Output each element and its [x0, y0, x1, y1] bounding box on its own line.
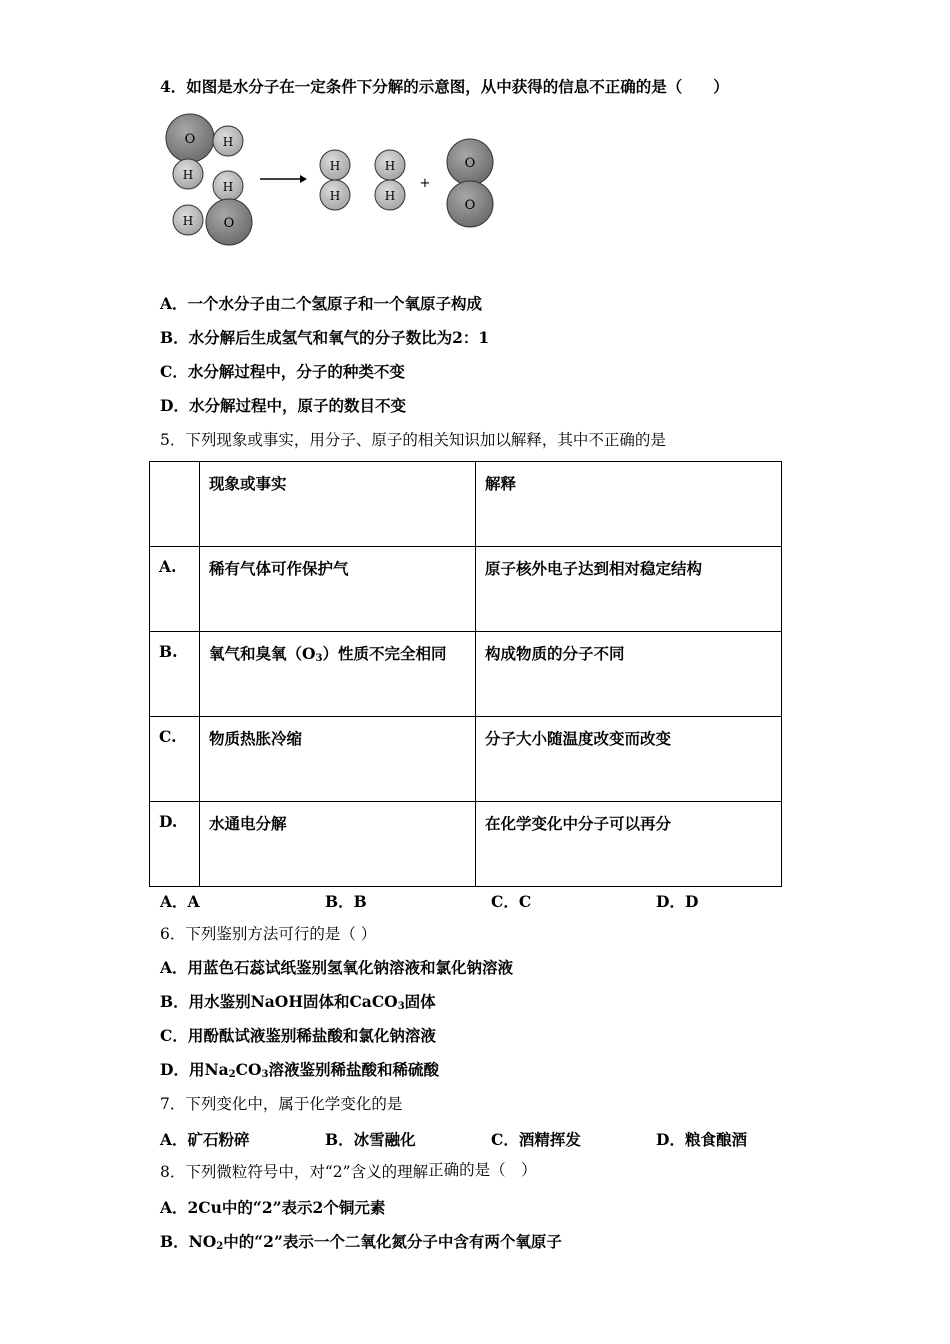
svg-text:H: H — [222, 135, 234, 149]
q4-stem: 4．如图是水分子在一定条件下分解的示意图，从中获得的信息不正确的是（ ） — [160, 77, 729, 96]
q4-option-d[interactable]: D．水分解过程中，原子的数目不变 — [160, 396, 406, 415]
hydrogen-atom — [375, 150, 405, 180]
q8-option-a[interactable]: A．2Cu中的“2”表示2个铜元素 — [160, 1198, 386, 1217]
q7-stem: 7．下列变化中，属于化学变化的是 — [160, 1095, 403, 1113]
row-explanation: 原子核外电子达到相对稳定结构 — [476, 547, 782, 632]
hydrogen-atom — [173, 205, 203, 235]
row-explanation: 分子大小随温度改变而改变 — [476, 717, 782, 802]
svg-text:O: O — [464, 198, 476, 213]
q4-option-a[interactable]: A．一个水分子由二个氢原子和一个氧原子构成 — [160, 294, 483, 313]
hydrogen-atom — [213, 171, 243, 201]
plus-sign: + — [419, 176, 431, 191]
row-explanation: 构成物质的分子不同 — [476, 632, 782, 717]
svg-text:H: H — [329, 159, 341, 173]
q5-option-c[interactable]: C．C — [491, 892, 532, 911]
q7-option-c[interactable]: C．酒精挥发 — [491, 1130, 581, 1149]
row-label: B. — [150, 632, 200, 717]
q6-option-c[interactable]: C．用酚酞试液鉴别稀盐酸和氯化钠溶液 — [160, 1026, 436, 1045]
hydrogen-atom — [375, 180, 405, 210]
svg-text:H: H — [182, 214, 194, 228]
svg-text:O: O — [464, 156, 476, 171]
hydrogen-atom — [173, 159, 203, 189]
q4-option-c[interactable]: C．水分解过程中，分子的种类不变 — [160, 362, 405, 381]
q5-table — [149, 461, 782, 887]
q6-option-d[interactable]: D．用$Na_2CO_3$溶液鉴别稀盐酸和稀硫酸 — [160, 1060, 439, 1080]
row-label: C. — [150, 717, 200, 802]
oxygen-atom — [206, 199, 252, 245]
q7-option-b[interactable]: B．冰雪融化 — [325, 1130, 416, 1149]
row-fact: 稀有气体可作保护气 — [200, 547, 476, 632]
row-fact: 物质热胀冷缩 — [200, 717, 476, 802]
q5-option-a[interactable]: A．A — [160, 892, 200, 911]
oxygen-atom — [447, 139, 493, 185]
row-fact: 氧气和臭氧$(O_3)$性质不完全相同 — [200, 632, 476, 717]
svg-text:H: H — [384, 159, 396, 173]
oxygen-atom — [447, 181, 493, 227]
q5-options — [160, 890, 760, 910]
q5-option-b[interactable]: B．B — [325, 892, 367, 911]
q8-stem: 8．下列微粒符号中，对“2”含义的理解正确的是（ ） — [160, 1161, 537, 1181]
hydrogen-atom — [320, 180, 350, 210]
svg-text:H: H — [329, 189, 341, 203]
q4-option-b[interactable]: B．水分解后生成氢气和氧气的分子数比为2：1 — [160, 328, 490, 347]
arrow-icon — [260, 175, 307, 183]
table-header-row — [150, 462, 782, 547]
q6-option-a[interactable]: A．用蓝色石蕊试纸鉴别氢氧化钠溶液和氯化钠溶液 — [160, 958, 514, 977]
q5-stem: 5．下列现象或事实，用分子、原子的相关知识加以解释，其中不正确的是 — [160, 431, 666, 449]
row-explanation: 在化学变化中分子可以再分 — [476, 802, 782, 887]
water-decomposition-diagram — [160, 112, 500, 252]
row-fact: 水通电分解 — [200, 802, 476, 887]
hydrogen-atom — [213, 126, 243, 156]
row-label: D. — [150, 802, 200, 887]
q6-stem: 6．下列鉴别方法可行的是（ ） — [160, 925, 377, 943]
table-header-cell — [150, 462, 200, 547]
oxygen-atom — [166, 114, 214, 162]
q7-option-a[interactable]: A．矿石粉碎 — [160, 1130, 250, 1149]
q8-option-b[interactable]: B．$NO_2$中的“2”表示一个二氧化氮分子中含有两个氧原子 — [160, 1232, 562, 1252]
table-row — [150, 632, 782, 717]
q7-options — [160, 1128, 780, 1148]
svg-text:H: H — [222, 180, 234, 194]
table-row — [150, 547, 782, 632]
svg-text:O: O — [223, 216, 235, 231]
hydrogen-atom — [320, 150, 350, 180]
svg-text:O: O — [184, 132, 196, 147]
table-row — [150, 802, 782, 887]
q5-option-d[interactable]: D．D — [656, 892, 699, 911]
table-header-cell: 解释 — [476, 462, 782, 547]
q6-option-b[interactable]: B．用水鉴别NaOH固体和CaCO$_3$固体 — [160, 992, 436, 1012]
svg-text:H: H — [182, 168, 194, 182]
q7-option-d[interactable]: D．粮食酿酒 — [656, 1130, 747, 1149]
table-header-cell: 现象或事实 — [200, 462, 476, 547]
svg-text:H: H — [384, 189, 396, 203]
table-row — [150, 717, 782, 802]
row-label: A. — [150, 547, 200, 632]
